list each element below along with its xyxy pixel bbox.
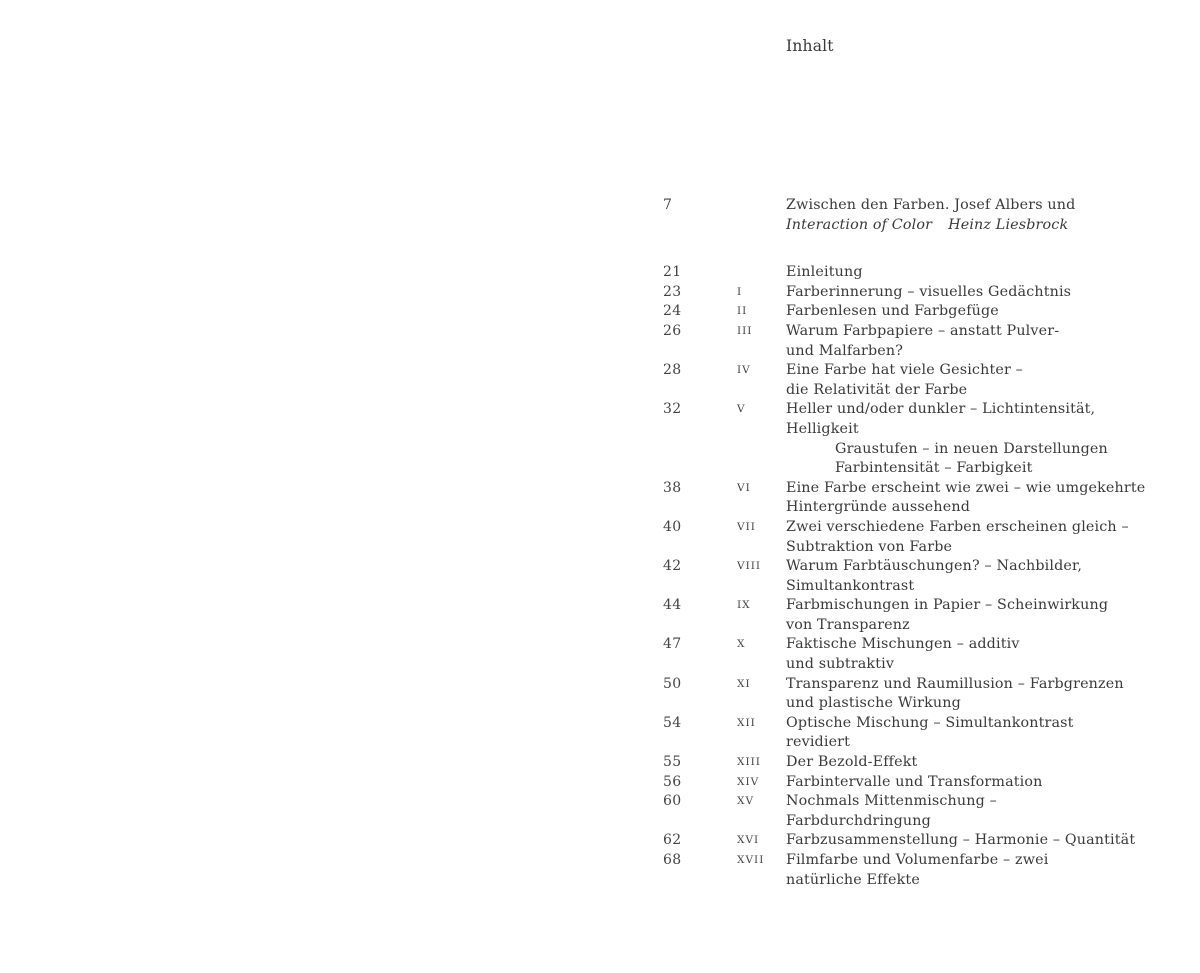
toc-entry[interactable]	[0, 302, 1200, 322]
toc-entry[interactable]	[0, 283, 1200, 303]
toc-entry-line: Helligkeit	[786, 420, 859, 437]
toc-entry[interactable]	[0, 792, 1200, 831]
toc-chapter-numeral: VII	[737, 520, 756, 533]
toc-chapter-numeral: II	[737, 305, 748, 318]
toc-entry-line: Farbmischungen in Papier – Scheinwirkung	[786, 597, 1109, 614]
toc-entry-line: Faktische Mischungen – additiv	[786, 636, 1020, 653]
toc-page-number: 60	[663, 793, 682, 810]
book-title: Interaction of Color	[786, 216, 933, 233]
toc-page-number: 40	[663, 518, 682, 535]
toc-entry[interactable]	[0, 518, 1200, 557]
toc-list	[0, 263, 1200, 890]
toc-page-number: 55	[663, 754, 682, 771]
toc-entry[interactable]	[0, 675, 1200, 714]
table-of-contents	[0, 196, 1200, 890]
toc-entry-text	[786, 479, 1146, 518]
toc-page-number: 32	[663, 401, 682, 418]
toc-entry-line: Einleitung	[786, 264, 863, 281]
toc-page-number: 56	[663, 773, 682, 790]
toc-page-number: 44	[663, 597, 682, 614]
toc-page-number: 24	[663, 303, 682, 320]
toc-entry-text	[786, 635, 1126, 674]
toc-entry-line: Warum Farbtäuschungen? – Nachbilder,	[786, 558, 1083, 575]
toc-entry-line: und Malfarben?	[786, 342, 904, 359]
toc-chapter-numeral: V	[737, 403, 746, 416]
toc-entry-line: Der Bezold-Effekt	[786, 754, 918, 771]
toc-entry-text	[786, 196, 1126, 235]
toc-entry[interactable]	[0, 361, 1200, 400]
toc-entry-text	[786, 302, 1126, 322]
toc-entry-text	[786, 792, 1126, 831]
toc-entry-line: Subtraktion von Farbe	[786, 538, 953, 555]
toc-entry-line: Simultankontrast	[786, 577, 915, 594]
toc-entry-line: Eine Farbe hat viele Gesichter –	[786, 362, 1023, 379]
toc-entry-text	[786, 400, 1126, 478]
toc-entry-text	[786, 851, 1126, 890]
toc-subentry-line: Farbintensität – Farbigkeit	[835, 460, 1033, 477]
toc-chapter-numeral: XV	[737, 795, 755, 808]
toc-entry-text	[786, 675, 1126, 714]
toc-page-number: 38	[663, 479, 682, 496]
toc-chapter-numeral: VIII	[737, 560, 762, 573]
toc-chapter-numeral: XVI	[737, 834, 760, 847]
toc-entry[interactable]	[0, 851, 1200, 890]
toc-entry-line: revidiert	[786, 734, 851, 751]
toc-chapter-numeral: IX	[737, 599, 751, 612]
toc-entry-line: Farbzusammenstellung – Harmonie – Quantität	[786, 832, 1136, 849]
toc-chapter-numeral: IV	[737, 364, 751, 377]
toc-entry-line	[786, 216, 1126, 236]
toc-entry[interactable]	[0, 400, 1200, 478]
toc-page-number: 42	[663, 558, 682, 575]
toc-page-number: 21	[663, 264, 682, 281]
toc-page-number: 68	[663, 852, 682, 868]
toc-page-number: 62	[663, 832, 682, 849]
toc-entry-line: die Relativität der Farbe	[786, 381, 968, 398]
toc-entry[interactable]	[0, 557, 1200, 596]
toc-entry[interactable]	[0, 635, 1200, 674]
toc-chapter-numeral: III	[737, 324, 753, 337]
toc-entry-text	[786, 322, 1126, 361]
toc-page-number: 50	[663, 675, 682, 692]
toc-entry[interactable]	[0, 714, 1200, 753]
toc-page-number: 28	[663, 362, 682, 379]
toc-entry-text	[786, 263, 1126, 283]
toc-entry-text	[786, 596, 1126, 635]
toc-entry-line: Eine Farbe erscheint wie zwei – wie umgekehrte	[786, 479, 1146, 496]
toc-chapter-numeral: XI	[737, 677, 751, 690]
toc-entry-text	[786, 714, 1126, 753]
toc-chapter-numeral: XIV	[737, 775, 760, 788]
toc-entry[interactable]	[0, 596, 1200, 635]
toc-entry-text	[786, 773, 1126, 793]
toc-entry[interactable]	[0, 753, 1200, 773]
toc-entry-line: von Transparenz	[786, 616, 910, 633]
toc-entry-line: Farbintervalle und Transformation	[786, 773, 1043, 790]
toc-entry[interactable]	[0, 831, 1200, 851]
toc-entry-text	[786, 557, 1126, 596]
toc-entry-line: Farbdurchdringung	[786, 812, 931, 829]
toc-entry-line: Zwischen den Farben. Josef Albers und	[786, 197, 1076, 213]
toc-entry[interactable]	[0, 322, 1200, 361]
toc-entry-line: natürliche Effekte	[786, 871, 920, 888]
toc-chapter-numeral: I	[737, 285, 743, 298]
toc-chapter-numeral: X	[737, 638, 746, 651]
toc-entry-line: und plastische Wirkung	[786, 695, 961, 712]
toc-chapter-numeral: VI	[737, 481, 751, 494]
toc-entry-line: Hintergründe aussehend	[786, 499, 971, 516]
toc-page-number: 47	[663, 636, 682, 653]
toc-entry-text	[786, 518, 1129, 557]
toc-entry-line: Transparenz und Raumillusion – Farbgrenzen	[786, 675, 1124, 692]
toc-chapter-numeral: XII	[737, 716, 756, 729]
toc-entry-line: Optische Mischung – Simultankontrast	[786, 714, 1074, 731]
toc-entry-intro[interactable]	[0, 196, 1200, 235]
spacer	[0, 235, 1200, 263]
toc-entry-text	[786, 753, 1126, 773]
author-name: Heinz Liesbrock	[948, 216, 1069, 233]
toc-entry-line: Warum Farbpapiere – anstatt Pulver-	[786, 322, 1060, 339]
toc-entry-line: Nochmals Mittenmischung –	[786, 793, 997, 810]
toc-entry-line: Heller und/oder dunkler – Lichtintensität,	[786, 401, 1096, 418]
toc-entry-text	[786, 283, 1126, 303]
toc-page-number: 26	[663, 322, 682, 339]
toc-chapter-numeral: XIII	[737, 756, 761, 769]
toc-entry-line: und subtraktiv	[786, 656, 895, 673]
toc-entry-text	[786, 361, 1126, 400]
toc-chapter-numeral: XVII	[737, 854, 765, 866]
toc-entry-line: Zwei verschiedene Farben erscheinen gleich –	[786, 518, 1129, 535]
toc-page-number: 7	[663, 197, 673, 213]
toc-entry-line: Farberinnerung – visuelles Gedächtnis	[786, 283, 1072, 300]
toc-entry[interactable]	[0, 263, 1200, 283]
toc-entry[interactable]	[0, 773, 1200, 793]
toc-page-number: 23	[663, 283, 682, 300]
toc-entry-text	[786, 831, 1136, 851]
toc-subentry-line: Graustufen – in neuen Darstellungen	[835, 440, 1108, 457]
toc-entry-line: Farbenlesen und Farbgefüge	[786, 303, 999, 320]
page-title: Inhalt	[786, 37, 834, 55]
toc-entry-line: Filmfarbe und Volumenfarbe – zwei	[786, 852, 1049, 868]
toc-entry[interactable]	[0, 479, 1200, 518]
toc-page-number: 54	[663, 714, 682, 731]
